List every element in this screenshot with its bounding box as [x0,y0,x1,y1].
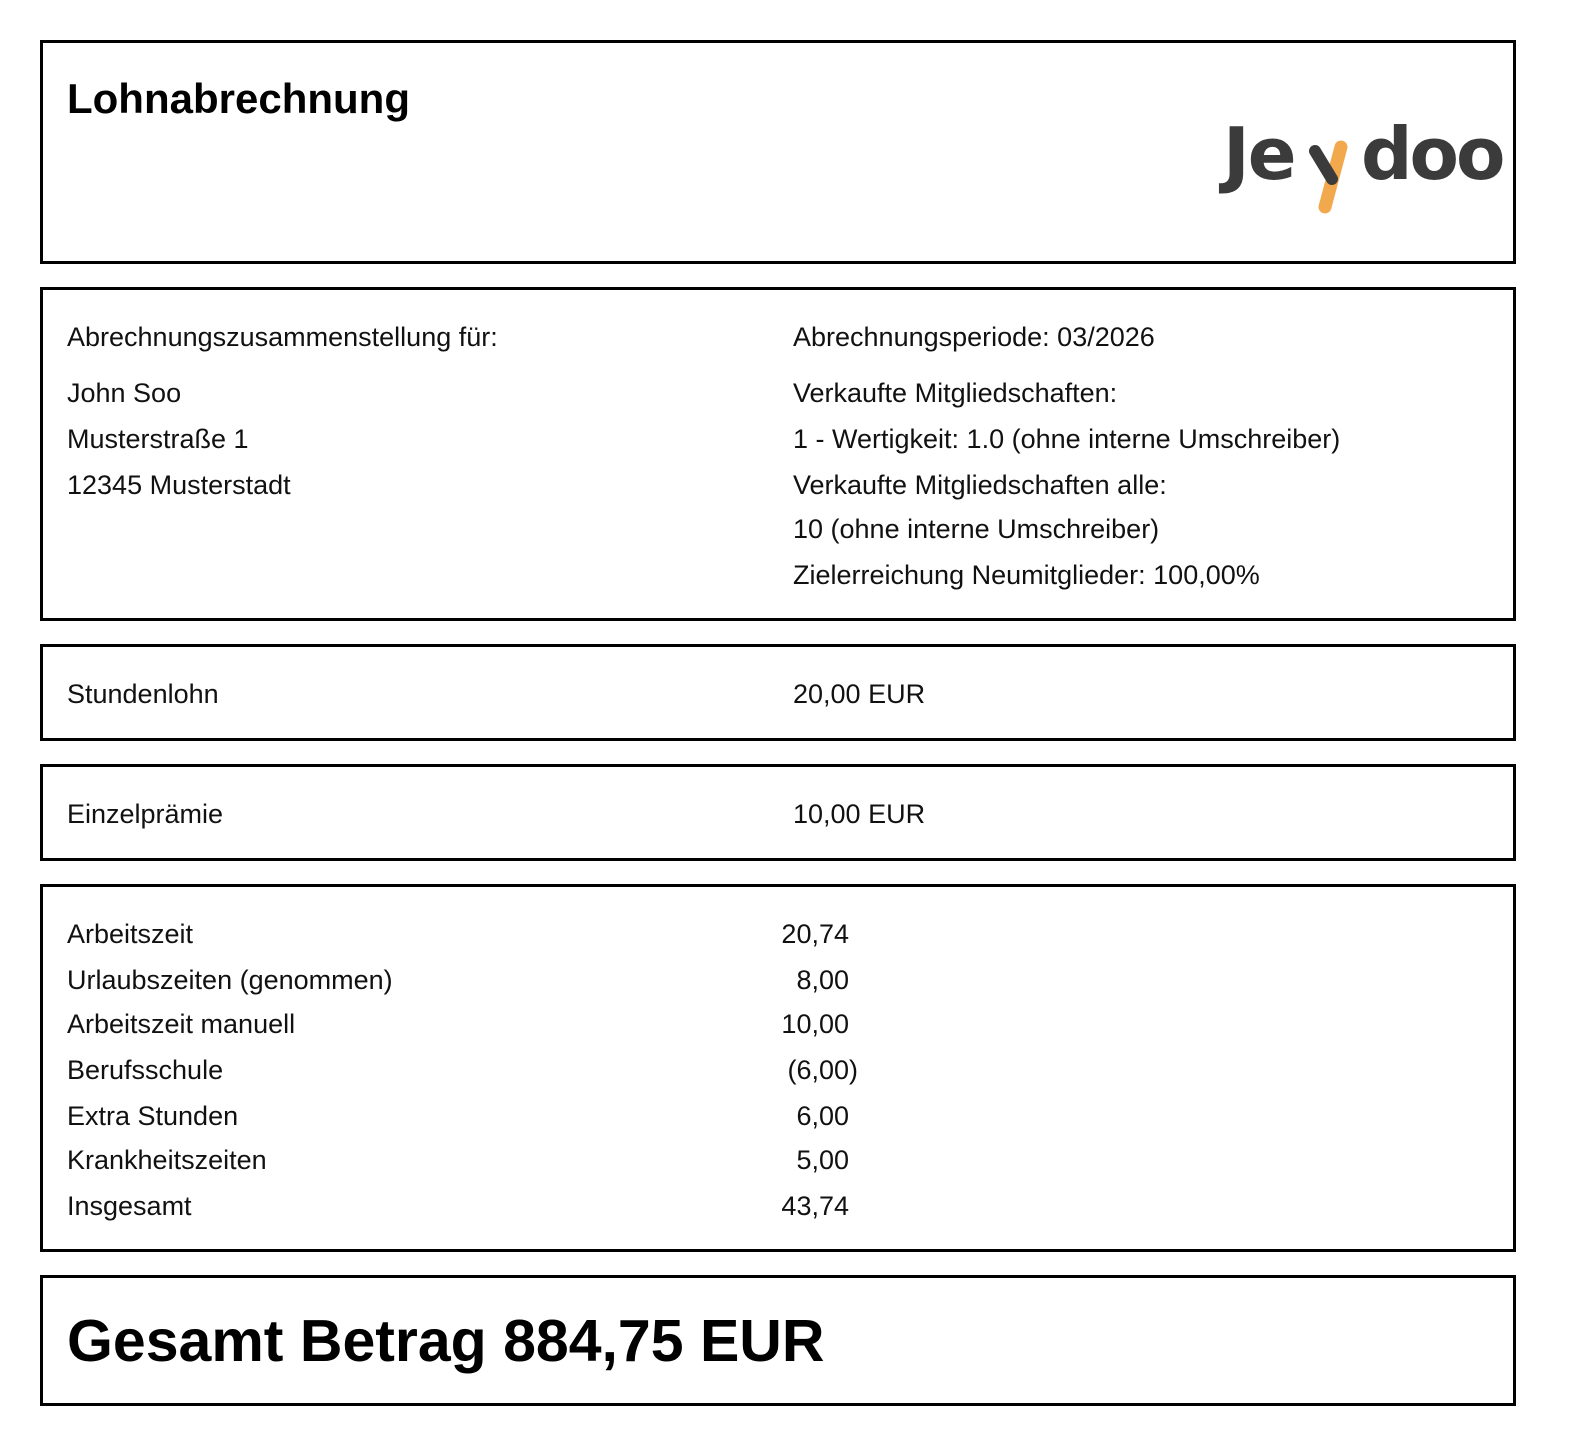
bonus-box [40,764,1516,861]
hours-row-value: 43,74 [781,1191,849,1221]
employee-city: 12345 Musterstadt [67,470,291,500]
jeydoo-logo [1219,99,1503,211]
total-amount: Gesamt Betrag 884,75 EUR [67,1308,825,1374]
total-box [40,1275,1516,1406]
header-box [40,40,1516,264]
svg-text:Je: Je [1223,112,1295,196]
hours-row-label: Extra Stunden [67,1101,239,1131]
document-title: Lohnabrechnung [67,75,410,122]
hourly-wage-box [40,644,1516,741]
hours-box [40,884,1516,1252]
hours-row-label: Berufsschule [67,1055,224,1085]
memberships-label: Verkaufte Mitgliedschaften: [793,378,1118,408]
hours-row-value: 8,00 [796,965,849,995]
target-achievement: Zielerreichung Neumitglieder: 100,00% [793,560,1260,590]
memberships-value: 1 - Wertigkeit: 1.0 (ohne interne Umschreiber) [793,424,1341,454]
summary-box [40,287,1516,621]
employee-street: Musterstraße 1 [67,424,249,454]
hourly-wage-value: 20,00 EUR [793,679,926,709]
billing-period: Abrechnungsperiode: 03/2026 [793,322,1155,352]
hours-row-value: (6,00) [787,1055,858,1085]
hours-row-value: 6,00 [796,1101,849,1131]
hours-row-label: Urlaubszeiten (genommen) [67,965,393,995]
hours-row-value: 10,00 [781,1009,849,1039]
bonus-label: Einzelprämie [67,799,224,829]
hours-row-label: Insgesamt [67,1191,192,1221]
hours-row-label: Arbeitszeit [67,919,194,949]
bonus-value: 10,00 EUR [793,799,926,829]
svg-text:doo: doo [1361,112,1503,196]
memberships-all-value: 10 (ohne interne Umschreiber) [793,514,1160,544]
hours-row-value: 20,74 [781,919,849,949]
memberships-all-label: Verkaufte Mitgliedschaften alle: [793,470,1167,500]
hours-row-label: Krankheitszeiten [67,1145,267,1175]
hourly-wage-label: Stundenlohn [67,679,219,709]
hours-row-value: 5,00 [796,1145,849,1175]
employee-name: John Soo [67,378,182,408]
summary-for-label: Abrechnungszusammenstellung für: [67,322,498,352]
hours-row-label: Arbeitszeit manuell [67,1009,296,1039]
